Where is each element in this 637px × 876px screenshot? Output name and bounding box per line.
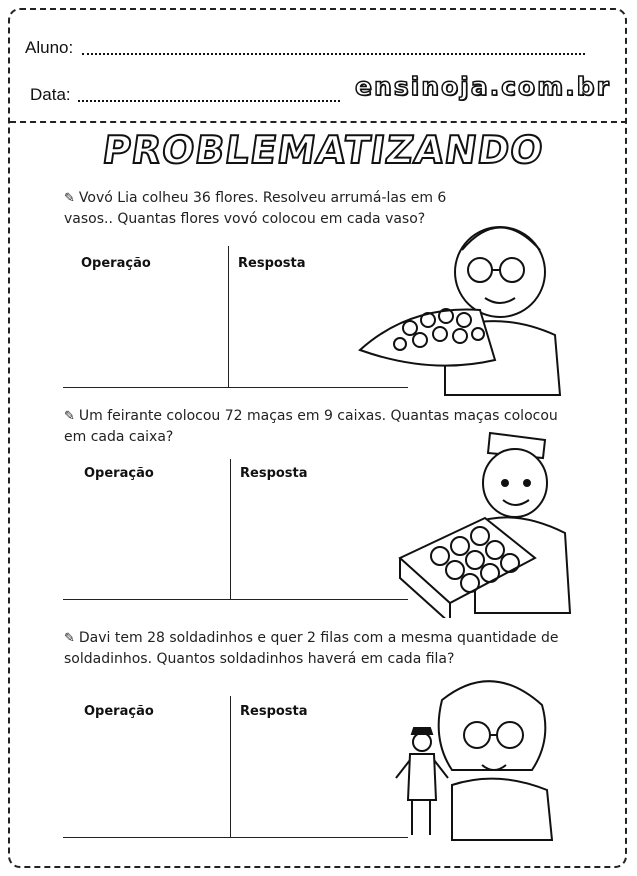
problem-1-text: ✎ Vovó Lia colheu 36 flores. Resolveu arrumá-las em 6 vasos.. Quantas flores vovó colocou em cada vaso? xyxy=(64,190,447,227)
problem-3-resposta-label: Resposta xyxy=(240,704,308,719)
pencil-icon: ✎ xyxy=(64,409,75,424)
problem-3-operacao-label: Operação xyxy=(84,704,154,719)
aluno-label: Aluno: xyxy=(25,38,74,57)
data-field[interactable] xyxy=(78,100,340,102)
problem-3-baseline xyxy=(63,837,408,838)
data-label: Data: xyxy=(30,85,71,104)
site-logo: ensinoja.com.br xyxy=(355,72,611,101)
problem-2-operacao-label: Operação xyxy=(84,466,154,481)
page-title: PROBLEMATIZANDO xyxy=(99,128,547,172)
vendor-with-apple-crate-icon xyxy=(395,428,575,618)
problem-2-resposta-label: Resposta xyxy=(240,466,308,481)
aluno-field[interactable] xyxy=(82,53,585,55)
problem-3-divider xyxy=(230,696,231,838)
problem-1-operacao-label: Operação xyxy=(81,256,151,271)
problem-1-divider xyxy=(228,246,229,388)
problem-2-baseline xyxy=(63,599,408,600)
problem-3-text: ✎ Davi tem 28 soldadinhos e quer 2 filas com a mesma quantidade de soldadinhos. Quantos soldadinhos haverá em cada fila? xyxy=(64,630,559,667)
header-divider xyxy=(10,121,627,123)
pencil-icon: ✎ xyxy=(64,631,75,646)
boy-with-toy-soldier-icon xyxy=(382,670,562,855)
problem-2-divider xyxy=(230,459,231,599)
problem-2-text: ✎ Um feirante colocou 72 maças em 9 caixas. Quantas maças colocou em cada caixa? xyxy=(64,408,558,445)
grandma-with-flowers-icon xyxy=(350,210,565,400)
problem-1-resposta-label: Resposta xyxy=(238,256,306,271)
pencil-icon: ✎ xyxy=(64,191,75,206)
